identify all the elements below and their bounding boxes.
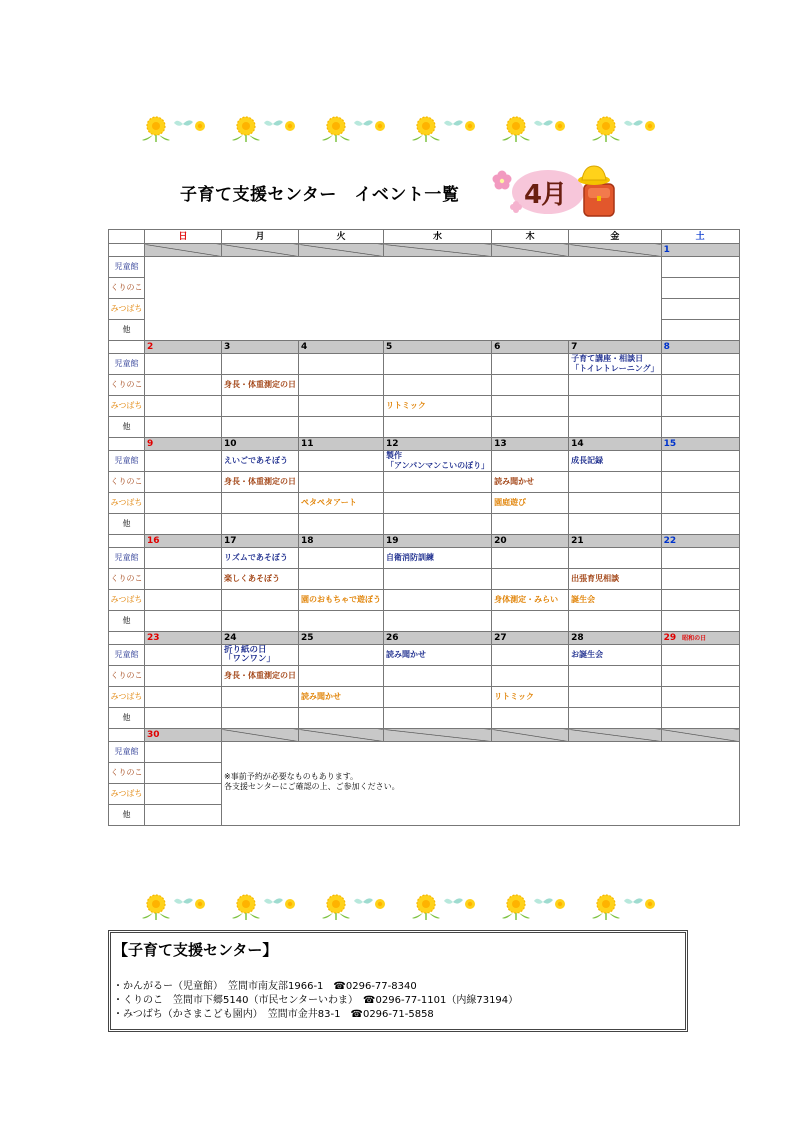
date-cell: 5 [384,341,492,354]
date-cell: 2 [145,341,222,354]
school-bag-icon [584,184,614,216]
event-cell: 成長記録 [569,451,661,472]
event-cell: 出張育児相談 [569,569,661,590]
date-cell: 1 [661,244,739,257]
weekday-thu: 木 [492,230,569,244]
row-label-other: 他 [109,708,145,729]
holiday-label: 昭和の日 [682,634,707,642]
event-cell: リトミック [492,687,569,708]
row-label-other: 他 [109,514,145,535]
row-label-other: 他 [109,805,145,826]
notice [222,742,740,826]
date-cell: 12 [384,438,492,451]
date-cell: 6 [492,341,569,354]
event-cell: 子育て講座・相談日 「トイレトレーニング」 [569,354,661,375]
row-label-mitsubachi: みつばち [109,687,145,708]
date-cell-holiday: 29 昭和の日 [661,632,739,645]
date-cell: 20 [492,535,569,548]
date-cell: 24 [222,632,299,645]
notice-line: ※事前予約が必要なものもあります。 [224,772,359,781]
date-cell: 21 [569,535,661,548]
date-row [109,535,740,548]
date-row [109,632,740,645]
date-cell: 8 [661,341,739,354]
date-cell: 25 [299,632,384,645]
row-label-mitsubachi: みつばち [109,784,145,805]
date-cell: 19 [384,535,492,548]
row-label-mitsubachi: みつばち [109,493,145,514]
date-cell: 14 [569,438,661,451]
contact-line: ・かんがるー（児童館） 笠間市南友部1966-1 ☎0296-77-8340 [113,981,417,992]
date-cell: 7 [569,341,661,354]
date-cell: 18 [299,535,384,548]
date-cell: 13 [492,438,569,451]
contact-box [108,930,688,1032]
date-cell: 9 [145,438,222,451]
date-cell: 22 [661,535,739,548]
contact-line: ・みつばち（かさまこども園内） 笠間市金井83-1 ☎0296-71-5858 [113,1009,434,1020]
date-cell: 3 [222,341,299,354]
event-cell: 園のおもちゃで遊ぼう [299,590,384,611]
date-cell: 15 [661,438,739,451]
row-label-other: 他 [109,417,145,438]
event-cell: えいごであそぼう [222,451,299,472]
row-label-jidoukan: 児童館 [109,548,145,569]
flower-border-top [128,112,668,146]
event-cell: 読み聞かせ [384,645,492,666]
row-label-other: 他 [109,320,145,341]
event-cell: リズムであそぼう [222,548,299,569]
event-cell: 身長・体重測定の日 [222,666,299,687]
weekday-wed: 水 [384,230,492,244]
contact-line: ・くりのこ 笠間市下郷5140（市民センターいわま） ☎0296-77-1101（内線73194） [113,995,519,1006]
weekday-fri: 金 [569,230,661,244]
event-cell: 自衛消防訓練 [384,548,492,569]
corner-cell [109,230,145,244]
weekday-sat: 土 [661,230,739,244]
date-row [109,729,740,742]
event-cell: 身長・体重測定の日 [222,375,299,396]
date-row [109,244,740,257]
event-cell: 読み聞かせ [492,472,569,493]
event-cell: 誕生会 [569,590,661,611]
row-label-mitsubachi: みつばち [109,299,145,320]
event-cell: ペタペタアート [299,493,384,514]
row-label-mitsubachi: みつばち [109,590,145,611]
event-cell: 読み聞かせ [299,687,384,708]
contact-title: 【子育て支援センター】 [113,941,278,959]
event-cell: お誕生会 [569,645,661,666]
event-cell: リトミック [384,396,492,417]
month-badge [488,160,623,222]
row-label-jidoukan: 児童館 [109,354,145,375]
cherry-blossom-icon [493,171,512,190]
row-label-kurinoko: くりのこ [109,763,145,784]
row-label-jidoukan: 児童館 [109,742,145,763]
notice-line: 各支援センターにご確認の上、ご参加ください。 [224,782,400,791]
event-cell: 園庭遊び [492,493,569,514]
row-label-kurinoko: くりのこ [109,666,145,687]
row-label-kurinoko: くりのこ [109,472,145,493]
event-cell: 身体測定・みらい [492,590,569,611]
weekday-mon: 月 [222,230,299,244]
blank-block [145,257,662,341]
row-label-kurinoko: くりのこ [109,375,145,396]
event-calendar [108,229,740,826]
date-cell: 28 [569,632,661,645]
date-cell: 17 [222,535,299,548]
row-label-jidoukan: 児童館 [109,451,145,472]
weekday-sun: 日 [145,230,222,244]
date-cell: 10 [222,438,299,451]
row-label-other: 他 [109,611,145,632]
date-row [109,341,740,354]
event-cell: 身長・体重測定の日 [222,472,299,493]
page-title: 子育て支援センター イベント一覧 [180,185,460,205]
yellow-hat-icon [578,166,610,185]
date-cell: 27 [492,632,569,645]
row-label-kurinoko: くりのこ [109,569,145,590]
event-cell: 折り紙の日 「ワンワン」 [222,645,299,666]
date-cell: 11 [299,438,384,451]
row-label-kurinoko: くりのこ [109,278,145,299]
weekday-header [109,230,740,244]
weekday-tue: 火 [299,230,384,244]
date-row [109,438,740,451]
month-label: 4月 [524,180,567,210]
row-label-jidoukan: 児童館 [109,645,145,666]
date-cell: 23 [145,632,222,645]
date-cell: 30 [145,729,222,742]
event-cell: 製作 「アンパンマンこいのぼり」 [384,451,492,472]
date-cell: 26 [384,632,492,645]
event-cell: 楽しくあそぼう [222,569,299,590]
row-label-mitsubachi: みつばち [109,396,145,417]
row-label-jidoukan: 児童館 [109,257,145,278]
flower-border-bottom [128,890,668,924]
date-cell: 4 [299,341,384,354]
date-cell: 16 [145,535,222,548]
